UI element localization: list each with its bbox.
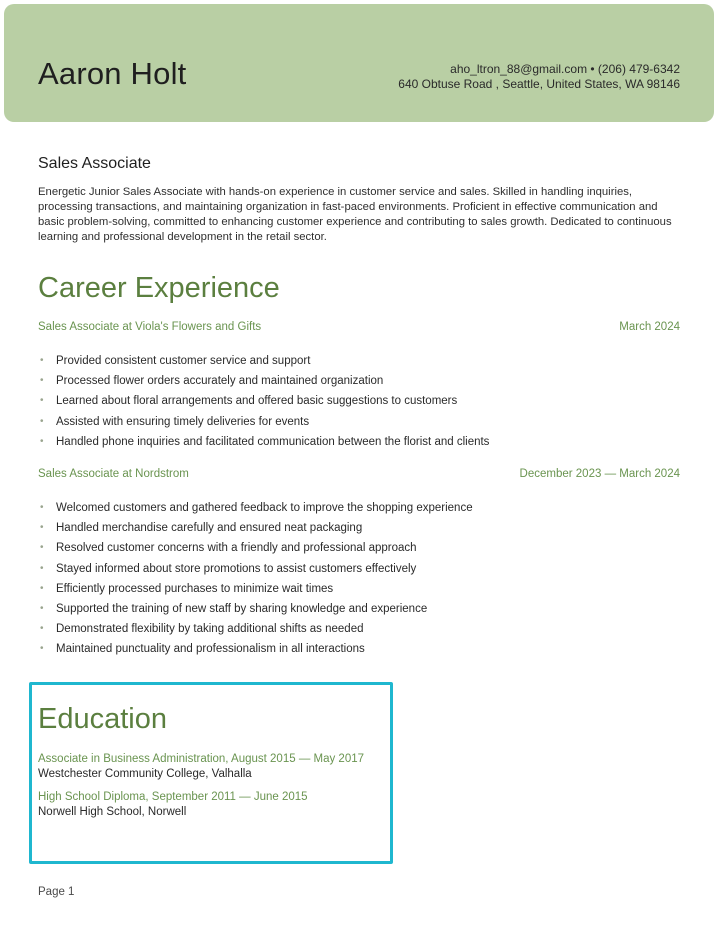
list-item: • Processed flower orders accurately and maintained organization [38, 371, 489, 391]
job-title: Sales Associate at Nordstrom [38, 468, 189, 480]
bullet-icon: • [40, 355, 44, 366]
bullet-icon: • [40, 435, 44, 447]
education-heading: Education [38, 703, 167, 735]
contact-email-phone: aho_ltron_88@gmail.com • (206) 479-6342 [450, 62, 680, 76]
resume-header [4, 4, 714, 122]
bullet-icon: • [40, 522, 44, 534]
education-item [38, 790, 308, 820]
list-item: • Resolved customer concerns with a friendly and professional approach [38, 538, 473, 558]
job-bullets [38, 498, 473, 660]
bullet-icon: • [40, 395, 44, 407]
job-title: Sales Associate at Viola's Flowers and Gifts [38, 321, 262, 333]
bullet-icon: • [40, 502, 44, 513]
list-item: • Provided consistent customer service and support [38, 351, 489, 371]
contact-info [398, 62, 680, 92]
list-item: • Handled merchandise carefully and ensured neat packaging [38, 518, 473, 538]
list-item: • Supported the training of new staff by sharing knowledge and experience [38, 599, 473, 619]
education-school: Westchester Community College, Valhalla [38, 768, 252, 780]
summary-title: Sales Associate [38, 155, 151, 172]
list-item: • Stayed informed about store promotions to assist customers effectively [38, 559, 473, 579]
bullet-icon: • [40, 602, 44, 614]
education-item [38, 752, 364, 782]
bullet-icon: • [40, 582, 44, 594]
job-header [38, 321, 680, 333]
page-number: Page 1 [38, 886, 75, 898]
list-item: • Handled phone inquiries and facilitated communication between the florist and clients [38, 432, 489, 452]
list-item: • Learned about floral arrangements and offered basic suggestions to customers [38, 391, 489, 411]
bullet-icon: • [40, 375, 44, 387]
list-item: • Efficiently processed purchases to minimize wait times [38, 579, 473, 599]
job-bullets [38, 351, 489, 452]
list-item: • Welcomed customers and gathered feedback to improve the shopping experience [38, 498, 473, 518]
bullet-icon: • [40, 643, 44, 655]
bullet-icon: • [40, 415, 44, 427]
candidate-name: Aaron Holt [38, 56, 187, 91]
bullet-icon: • [40, 562, 44, 574]
job-header [38, 468, 680, 480]
bullet-icon: • [40, 623, 44, 635]
list-item: • Maintained punctuality and professionalism in all interactions [38, 639, 473, 659]
bullet-icon: • [40, 542, 44, 554]
education-school: Norwell High School, Norwell [38, 806, 187, 818]
education-degree: High School Diploma, September 2011 — June 2015 [38, 791, 308, 803]
job-date: December 2023 — March 2024 [519, 468, 680, 480]
job-date: March 2024 [619, 321, 680, 333]
contact-address: 640 Obtuse Road , Seattle, United States, WA 98146 [398, 77, 680, 91]
list-item: • Assisted with ensuring timely deliveries for events [38, 412, 489, 432]
education-degree: Associate in Business Administration, August 2015 — May 2017 [38, 753, 365, 765]
list-item: • Demonstrated flexibility by taking additional shifts as needed [38, 619, 473, 639]
career-experience-heading: Career Experience [38, 272, 280, 304]
summary-text: Energetic Junior Sales Associate with hands-on experience in customer service and sales. Skilled in handling inquiries, processing transactions, and maintaining organization in fast-paced environments. Proficient in effective communication and basic problem-solving, committed to enhancing customer experience and contributing to sales growth. Dedicated to continuous learning and professional development in the retail sector. [38, 186, 672, 243]
